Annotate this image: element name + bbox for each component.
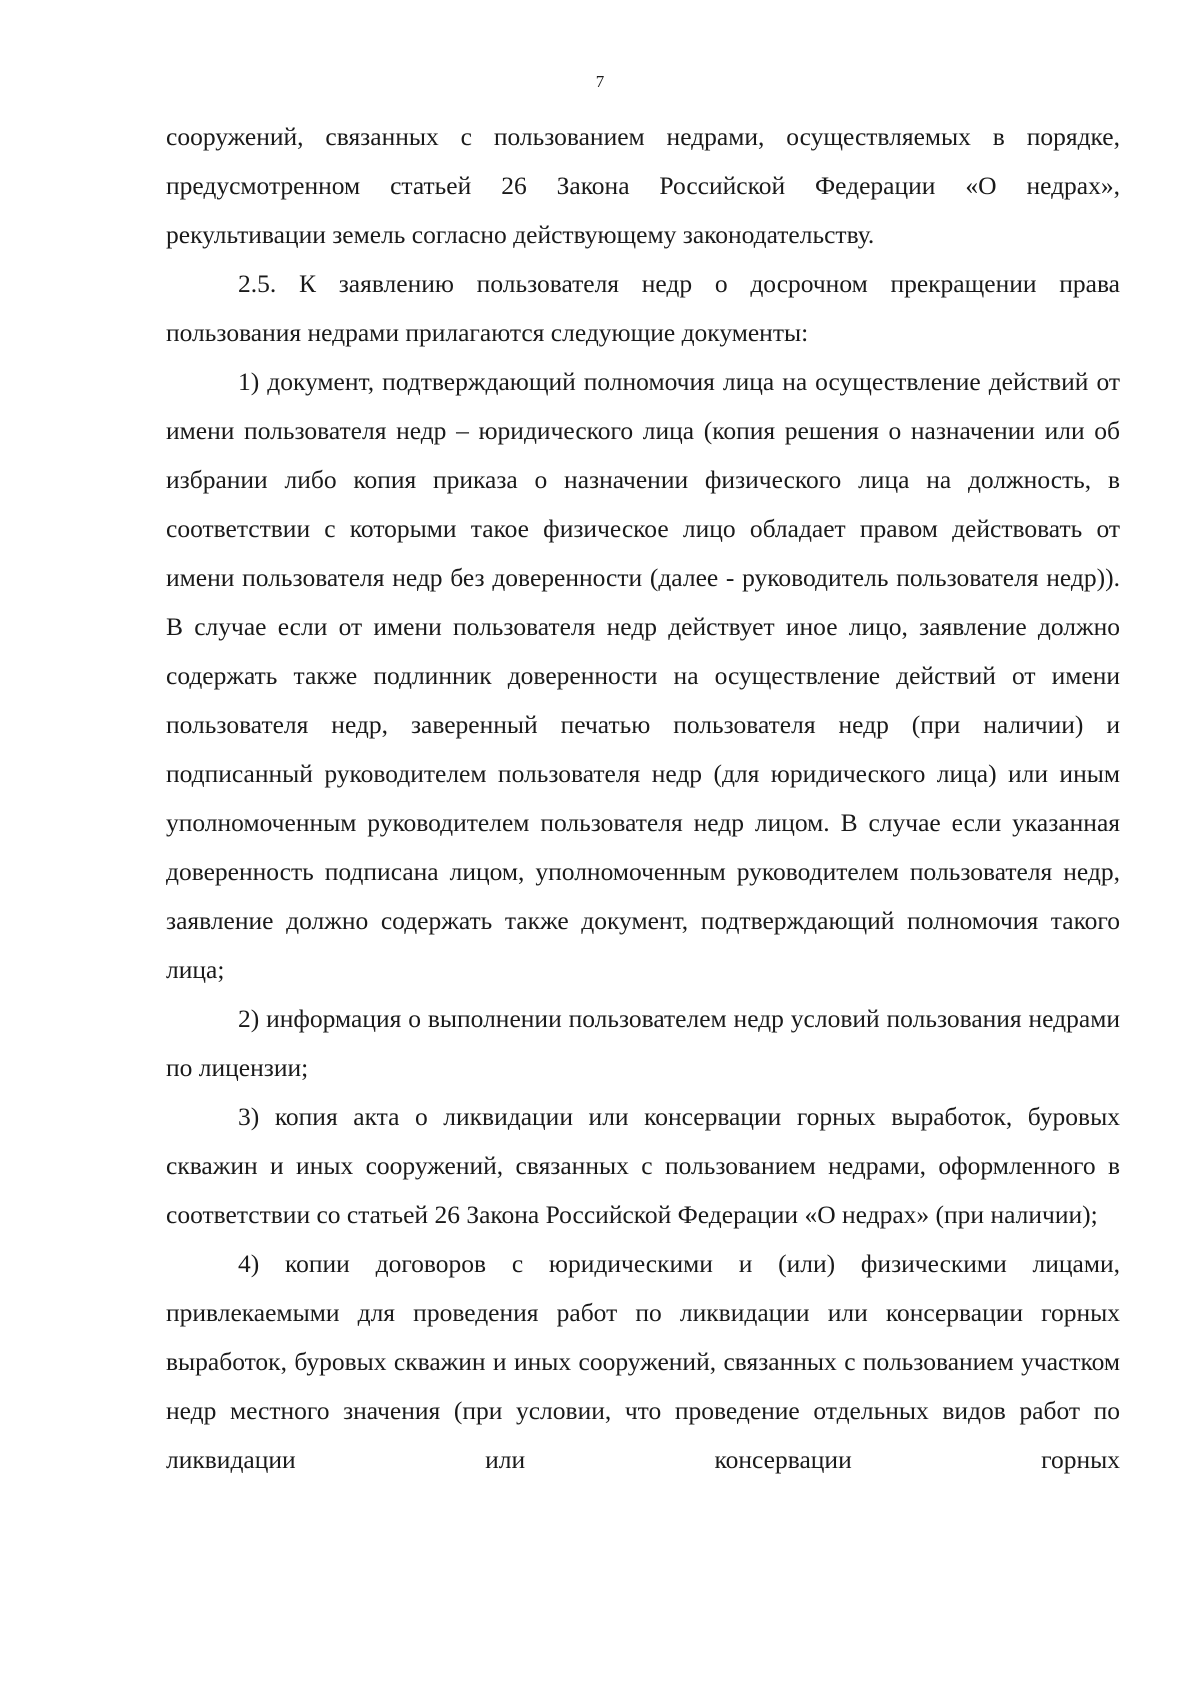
list-item-3: 3) копия акта о ликвидации или консервации горных выработок, буровых скважин и иных сооружений, связанных с пользованием недрами, оформленного в соответствии со статьей 26 Закона Российской Федерации «О недрах» (при наличии); — [166, 1102, 1120, 1229]
paragraph-2-5: 2.5. К заявлению пользователя недр о досрочном прекращении права пользования недрами прилагаются следующие документы: — [166, 269, 1120, 347]
paragraph-continuation: сооружений, связанных с пользованием недрами, осуществляемых в порядке, предусмотренном статьей 26 Закона Российской Федерации «О недрах», рекультивации земель согласно действующему законодательству. — [166, 122, 1120, 249]
list-item-1: 1) документ, подтверждающий полномочия лица на осуществление действий от имени пользователя недр – юридического лица (копия решения о назначении или об избрании либо копия приказа о назначении физического лица на должность, в соответствии с которыми такое физическое лицо обладает правом действовать от имени пользователя недр без доверенности (далее - руководитель пользователя недр)). В случае если от имени пользователя недр действует иное лицо, заявление должно содержать также подлинник доверенности на осуществление действий от имени пользователя недр, заверенный печатью пользователя недр (при наличии) и подписанный руководителем пользователя недр (для юридического лица) или иным уполномоченным руководителем пользователя недр лицом. В случае если указанная доверенность подписана лицом, уполномоченным руководителем пользователя недр, заявление должно содержать также документ, подтверждающий полномочия такого лица; — [166, 367, 1120, 984]
list-item-2: 2) информация о выполнении пользователем недр условий пользования недрами по лицензии; — [166, 1004, 1120, 1082]
list-item-4: 4) копии договоров с юридическими и (или) физическими лицами, привлекаемыми для проведения работ по ликвидации или консервации горных выработок, буровых скважин и иных сооружений, связанных с пользованием участком недр местного значения (при условии, что проведение отдельных видов работ по ликвидации или консервации горных — [166, 1249, 1120, 1474]
document-body — [166, 112, 1120, 1484]
page-number: 7 — [595, 72, 605, 91]
